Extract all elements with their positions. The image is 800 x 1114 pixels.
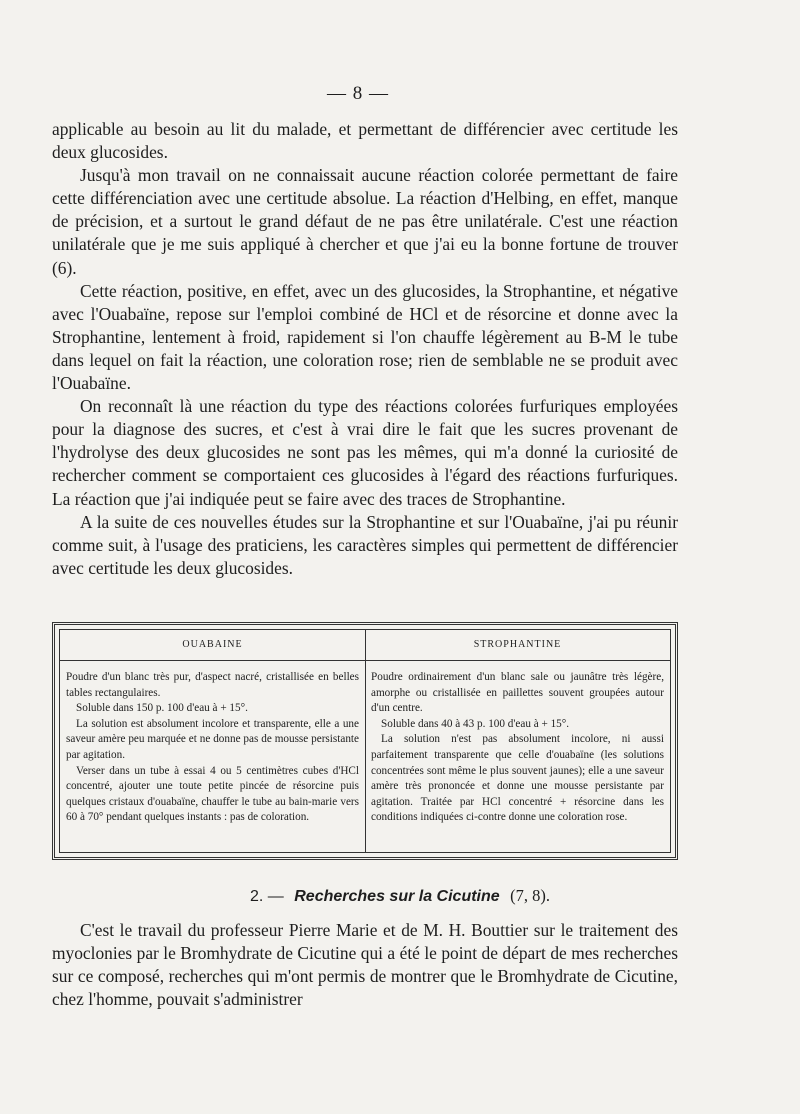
table-paragraph: Poudre d'un blanc très pur, d'aspect nacré, cristallisée en belles tables rectangulaires. (66, 671, 359, 699)
table-inner-frame (59, 629, 671, 853)
table-paragraph: Verser dans un tube à essai 4 ou 5 centimètres cubes d'HCl concentré, ajouter une toute petite pincée de résorcine puis quelques cristaux d'ouabaïne, chauffer le tube au bain-marie vers 60 à 70° pendant quelques instants : pas de coloration. (66, 764, 359, 824)
body-text-top (52, 118, 678, 580)
paragraph: applicable au besoin au lit du malade, et permettant de différencier avec certitude les deux glucosides. (52, 119, 678, 163)
page-number: — 8 — (327, 83, 389, 104)
section-references: (7, 8). (510, 886, 550, 905)
paragraph: Cette réaction, positive, en effet, avec un des glucosides, la Strophantine, et négative avec l'Ouabaïne, repose sur l'emploi combiné de HCl et de résorcine et donne avec la Strophantine, lentement à froid, rapidement si l'on chauffe légèrement au B-M le tube dans lequel on fait la réaction, une coloration rose; rien de semblable ne se produit avec l'Ouabaïne. (52, 280, 678, 394)
section-title: Recherches sur la Cicutine (294, 888, 500, 905)
body-text-bottom (52, 919, 678, 1011)
column-header: OUABAINE (60, 630, 365, 661)
paragraph: Jusqu'à mon travail on ne connaissait aucune réaction colorée permettant de faire cette différenciation avec une certitude absolue. La réaction d'Helbing, en effet, manque de précision, et a surtout le grand défaut de ne pas être unilatérale. C'est une réaction unilatérale que je me suis appliqué à chercher et que j'ai eu la bonne fortune de trouver (6). (52, 165, 678, 278)
paragraph: On reconnaît là une réaction du type des réactions colorées furfuriques employées pour la diagnose des sucres, et c'est à vrai dire le fait que les sucres provenant de l'hydrolyse des deux glucosides ne sont pas les mêmes, qui m'a donné la curiosité de rechercher comment se comportaient ces glucosides à l'égard des réactions furfuriques. La réaction que j'ai indiquée peut se faire avec des traces de Strophantine. (52, 396, 678, 509)
table-paragraph: Poudre ordinairement d'un blanc sale ou jaunâtre très légère, amorphe ou cristallisée en paillettes souvent groupées autour d'un centre. (371, 671, 664, 715)
comparison-table (52, 622, 678, 860)
paragraph: C'est le travail du professeur Pierre Marie et de M. H. Bouttier sur le traitement des myoclonies par le Bromhydrate de Cicutine qui a été le point de départ de mes recherches sur ce composé, recherches qui m'ont permis de montrer que le Bromhydrate de Cicutine, chez l'homme, pouvait s'administrer (52, 920, 678, 1010)
table-paragraph: Soluble dans 150 p. 100 d'eau à + 15°. (76, 702, 248, 715)
paragraph: A la suite de ces nouvelles études sur la Strophantine et sur l'Ouabaïne, j'ai pu réunir comme suit, à l'usage des praticiens, les caractères simples qui permettent de différencier avec certitude les deux glucosides. (52, 511, 678, 578)
column-ouabaine (60, 630, 366, 852)
column-body (60, 661, 365, 826)
column-body (365, 661, 670, 826)
column-strophantine (365, 630, 670, 852)
section-heading (0, 886, 800, 907)
table-paragraph: Soluble dans 40 à 43 p. 100 d'eau à + 15°. (381, 717, 570, 730)
table-paragraph: La solution n'est pas absolument incolore, ni aussi parfaitement transparente que celle d'ouabaïne (les solutions concentrées sont même le plus souvent jaunes); elle a une saveur amère très prononcée et donne une mousse persistante par agitation. Traitée par HCl concentré + résorcine dans les conditions indiquées ci-contre donne une coloration rose. (371, 733, 664, 824)
table-paragraph: La solution est absolument incolore et transparente, elle a une saveur amère peu marquée et ne donne pas de mousse persistante par agitation. (66, 717, 359, 761)
column-header: STROPHANTINE (365, 630, 670, 661)
section-number: 2. — (250, 888, 284, 905)
